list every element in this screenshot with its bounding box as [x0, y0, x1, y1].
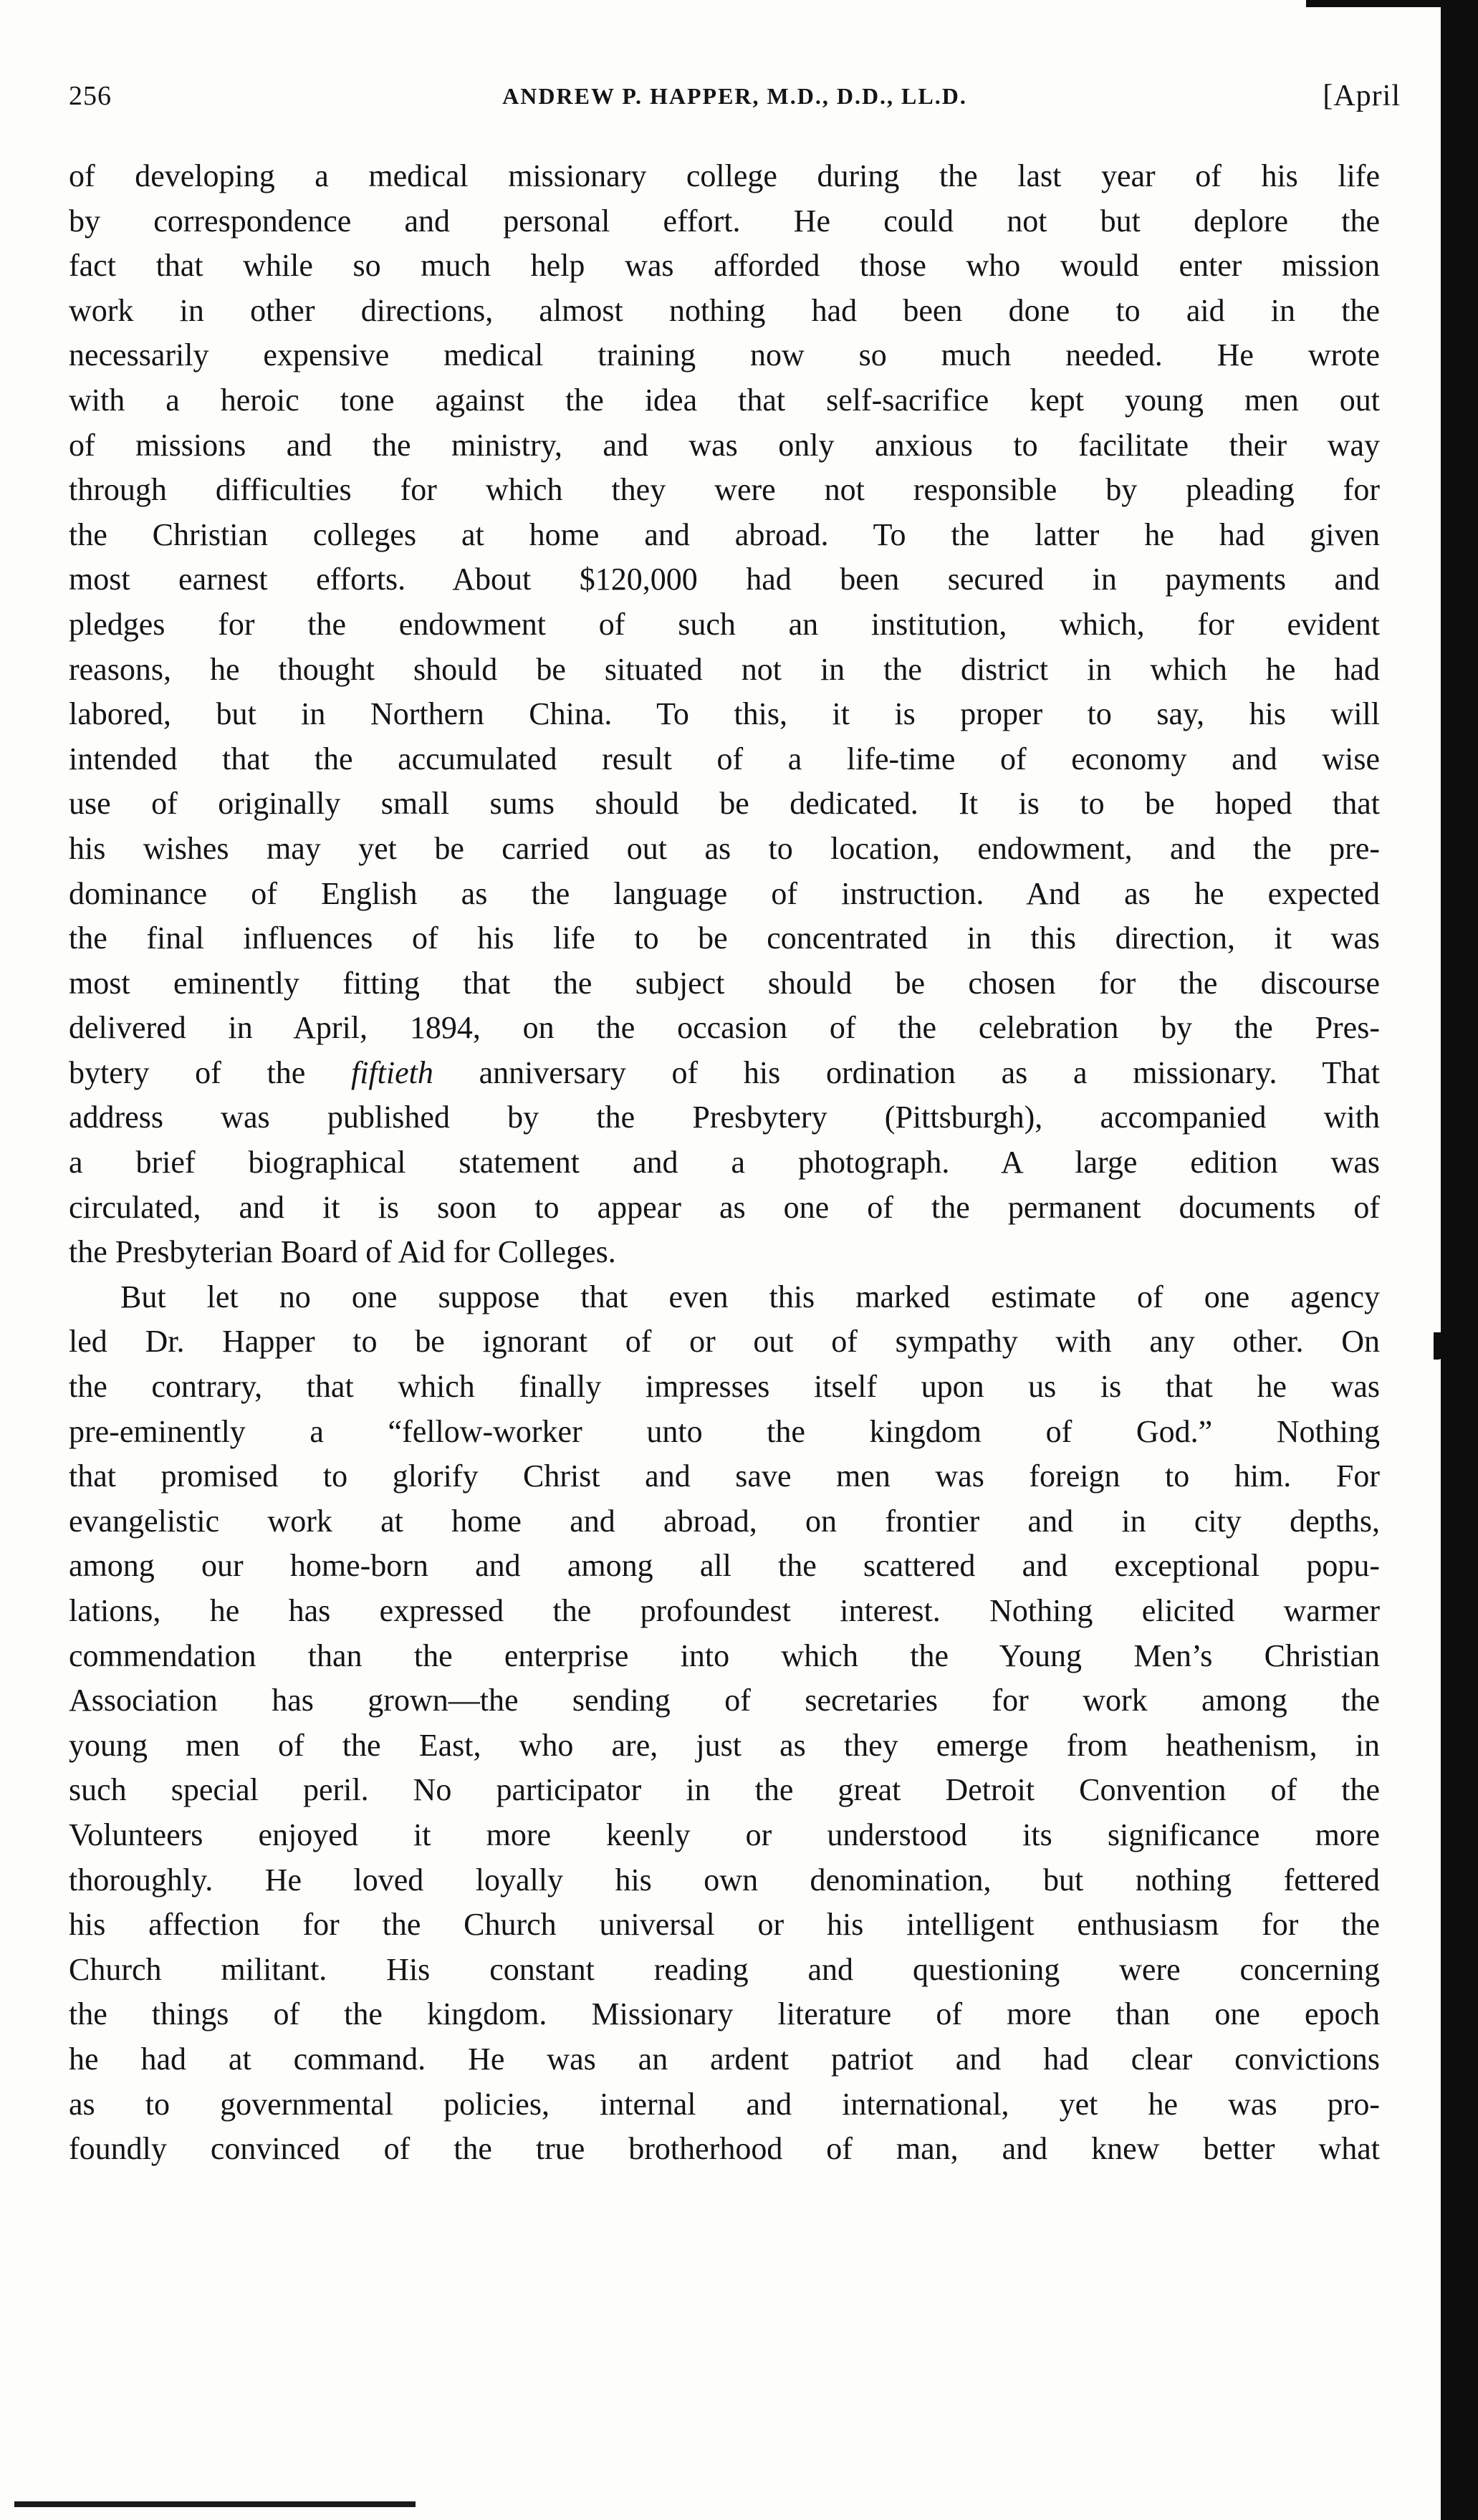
text-line: of developing a medical missionary college during the last year of his life — [69, 158, 1380, 193]
bottom-rule — [14, 2501, 416, 2507]
text-line: such special peril. No participator in the great Detroit Convention of the — [69, 1772, 1380, 1808]
text-line — [69, 1051, 1380, 1096]
text-line: thoroughly. He loved loyally his own denomination, but nothing fettered — [69, 1862, 1380, 1898]
text-line: most eminently fitting that the subject should be chosen for the discourse — [69, 965, 1380, 1001]
text-line: necessarily expensive medical training now so much needed. He wrote — [69, 337, 1380, 373]
text-line: delivered in April, 1894, on the occasion of the celebration by the Pres- — [69, 1010, 1380, 1046]
text-run: bytery of the — [69, 1054, 351, 1090]
text-line: with a heroic tone against the idea that self-sacrifice kept young men out — [69, 382, 1380, 418]
text-line: a brief biographical statement and a photograph. A large edition was — [69, 1145, 1380, 1180]
text-line: his affection for the Church universal or his intelligent enthusiasm for the — [69, 1907, 1380, 1943]
running-title: ANDREW P. HAPPER, M.D., D.D., LL.D. — [502, 83, 967, 109]
text-line: work in other directions, almost nothing had been done to aid in the — [69, 292, 1380, 328]
text-line: the Presbyterian Board of Aid for Colleges. — [69, 1234, 616, 1270]
text-line: the things of the kingdom. Missionary literature of more than one epoch — [69, 1996, 1380, 2032]
text-line: But let no one suppose that even this marked estimate of one agency — [120, 1279, 1380, 1314]
text-line: his wishes may yet be carried out as to location, endowment, and the pre- — [69, 830, 1380, 866]
running-head — [69, 77, 1401, 120]
text-line: of missions and the ministry, and was only anxious to facilitate their way — [69, 427, 1380, 463]
italic-word: fiftieth — [350, 1054, 433, 1090]
text-line: the final influences of his life to be concentrated in this direction, it was — [69, 920, 1380, 956]
text-line: as to governmental policies, internal and international, yet he was pro- — [69, 2086, 1380, 2122]
text-line: the contrary, that which finally impresses itself upon us is that he was — [69, 1369, 1380, 1405]
text-line: circulated, and it is soon to appear as one of the permanent documents of — [69, 1189, 1380, 1225]
text-line: lations, he has expressed the profoundest interest. Nothing elicited warmer — [69, 1593, 1380, 1628]
text-line: by correspondence and personal effort. He could not but deplore the — [69, 203, 1380, 239]
text-line: among our home-born and among all the scattered and exceptional popu- — [69, 1548, 1380, 1584]
text-line: that promised to glorify Christ and save men was foreign to him. For — [69, 1458, 1380, 1494]
text-line: fact that while so much help was afforded those who would enter mission — [69, 248, 1380, 284]
text-line: dominance of English as the language of instruction. And as he expected — [69, 875, 1380, 911]
text-line: pre-eminently a “fellow-worker unto the kingdom of God.” Nothing — [69, 1413, 1380, 1449]
running-month: [April — [1323, 80, 1401, 112]
binding-edge-top — [1306, 0, 1478, 7]
paragraph — [69, 154, 1380, 1275]
text-line: use of originally small sums should be dedicated. It is to be hoped that — [69, 786, 1380, 822]
paragraph — [69, 1275, 1380, 2172]
text-line: labored, but in Northern China. To this, it is proper to say, his will — [69, 696, 1380, 732]
text-line: Volunteers enjoyed it more keenly or understood its significance more — [69, 1817, 1380, 1852]
binding-edge-shadow — [1441, 0, 1478, 2520]
text-line: reasons, he thought should be situated not in the district in which he had — [69, 651, 1380, 687]
binding-edge-notch — [1434, 1332, 1444, 1360]
text-line: Association has grown—the sending of secretaries for work among the — [69, 1683, 1380, 1718]
text-run: anniversary of his ordination as a missionary. That — [433, 1054, 1381, 1090]
body-text — [69, 154, 1380, 2172]
text-line: the Christian colleges at home and abroad. To the latter he had given — [69, 516, 1380, 552]
text-line: address was published by the Presbytery (Pittsburgh), accompanied with — [69, 1100, 1380, 1135]
text-line: pledges for the endowment of such an institution, which, for evident — [69, 606, 1380, 642]
text-line: through difficulties for which they were not responsible by pleading for — [69, 472, 1380, 508]
text-line: Church militant. His constant reading and questioning were concerning — [69, 1951, 1380, 1987]
text-line: most earnest efforts. About $120,000 had been secured in payments and — [69, 562, 1380, 597]
text-line: commendation than the enterprise into which the Young Men’s Christian — [69, 1637, 1380, 1673]
text-line: foundly convinced of the true brotherhood of man, and knew better what — [69, 2131, 1380, 2167]
text-line: led Dr. Happer to be ignorant of or out of sympathy with any other. On — [69, 1324, 1380, 1360]
text-line: evangelistic work at home and abroad, on frontier and in city depths, — [69, 1503, 1380, 1539]
text-line: intended that the accumulated result of a life-time of economy and wise — [69, 741, 1380, 776]
text-line: young men of the East, who are, just as they emerge from heathenism, in — [69, 1727, 1380, 1763]
page-number: 256 — [69, 81, 112, 111]
text-line: he had at command. He was an ardent patriot and had clear convictions — [69, 2041, 1380, 2077]
